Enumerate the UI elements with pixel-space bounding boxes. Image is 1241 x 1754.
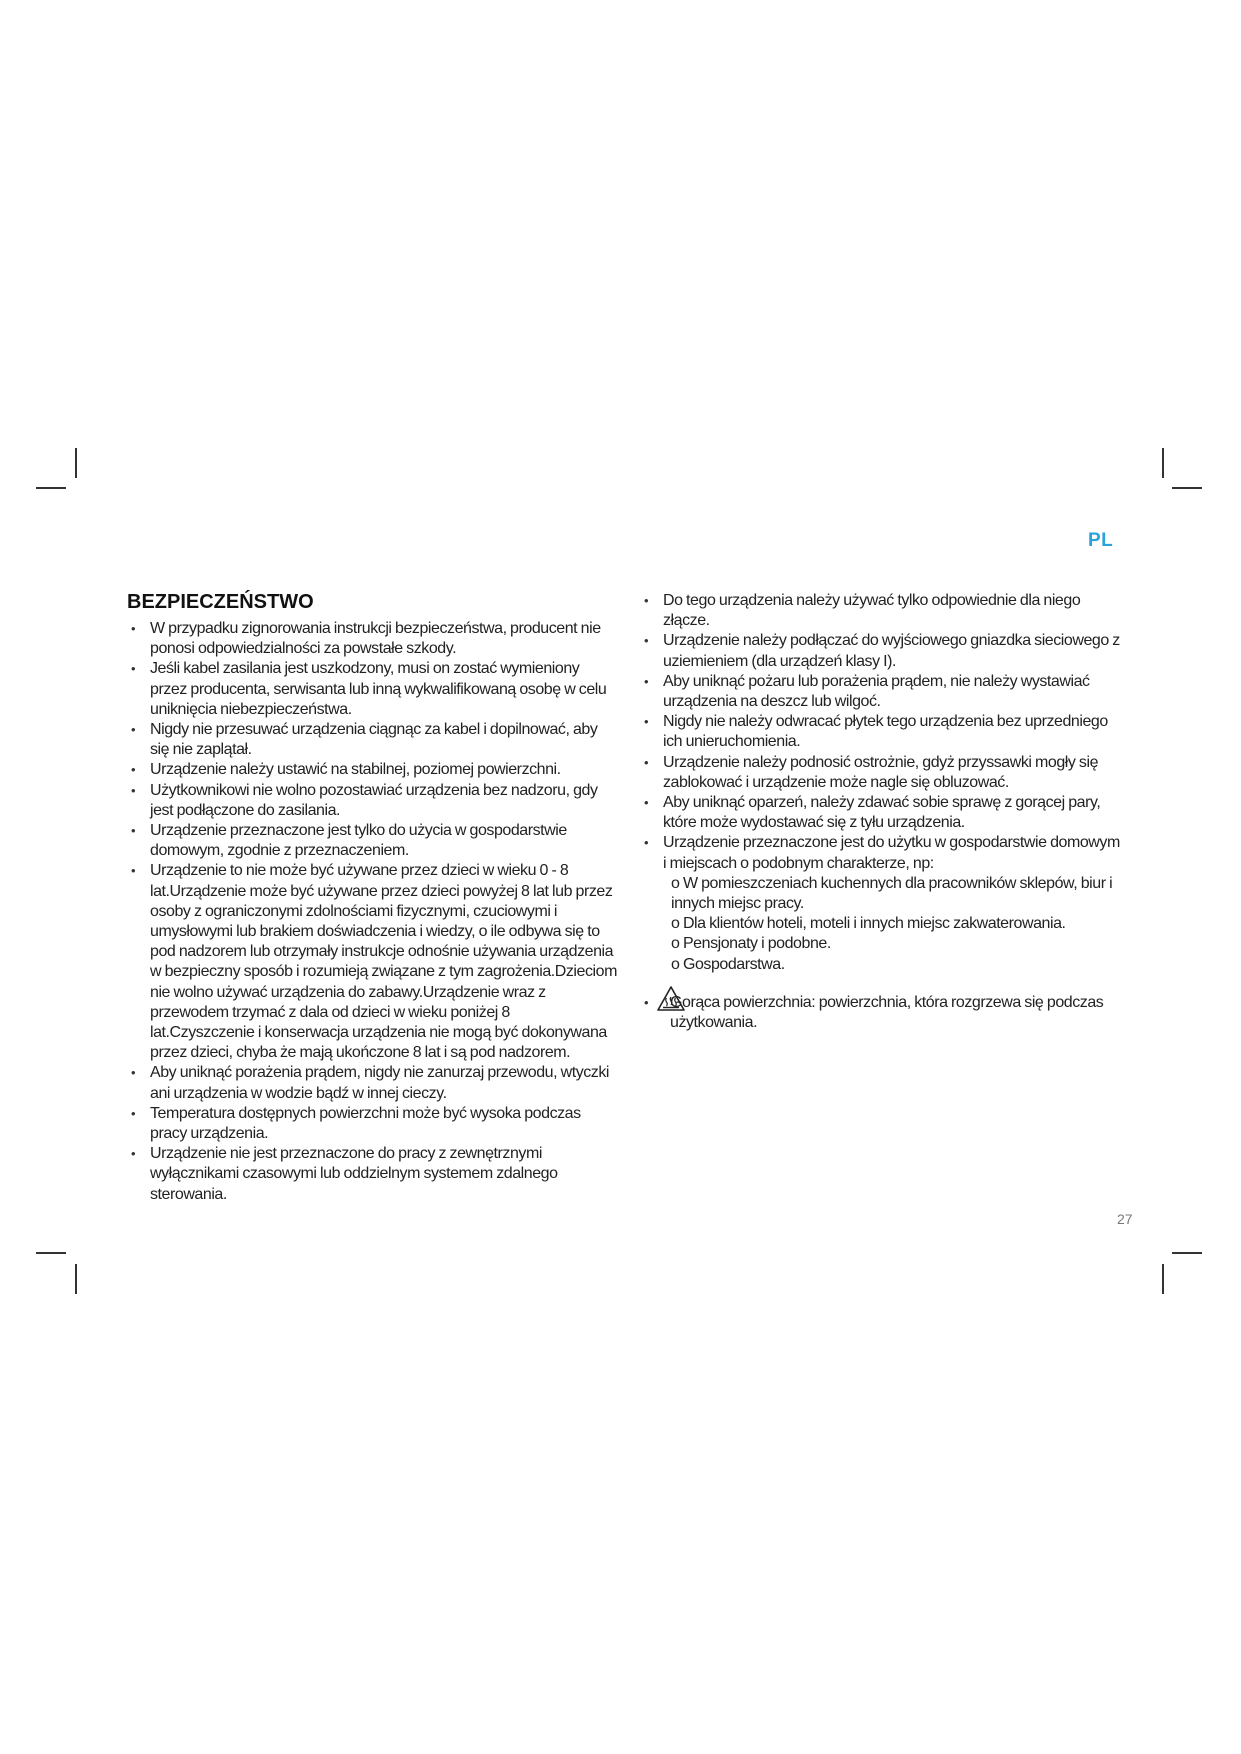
- page-number: 27: [1117, 1211, 1133, 1227]
- sub-item: o Pensjonaty i podobne.: [671, 935, 831, 953]
- list-item: • Nigdy nie należy odwracać płytek tego urządzenia bez uprzedniego ich unieruchomienia.: [640, 712, 1120, 752]
- sub-item: o Gospodarstwa.: [671, 955, 785, 973]
- list-item: • Temperatura dostępnych powierzchni może być wysoka podczas pracy urządzenia.: [127, 1104, 617, 1144]
- crop-mark: [1162, 448, 1164, 478]
- list-item: • W przypadku zignorowania instrukcji bezpieczeństwa, producent nie ponosi odpowiedzialności za powstałe szkody.: [127, 619, 617, 659]
- right-column-list: [640, 591, 1120, 1033]
- household-use-item: [640, 833, 1120, 974]
- list-item: • Nigdy nie przesuwać urządzenia ciągnąc za kabel i dopilnować, aby się nie zaplątał.: [127, 720, 617, 760]
- hot-surface-text: Gorąca powierzchnia: powierzchnia, która rozgrzewa się podczas użytkowania.: [670, 993, 1104, 1032]
- crop-mark: [75, 1264, 77, 1294]
- section-title: BEZPIECZEŃSTWO: [127, 591, 314, 613]
- language-label: PL: [1088, 530, 1114, 551]
- crop-mark: [1172, 487, 1202, 489]
- left-column-list: [127, 619, 617, 1205]
- crop-mark: [1172, 1252, 1202, 1254]
- crop-mark: [1162, 1264, 1164, 1294]
- household-use-sublist: [663, 874, 1120, 975]
- list-item: • Urządzenie nie jest przeznaczone do pracy z zewnętrznymi wyłącznikami czasowymi lub oddzielnym systemem zdalnego sterowania.: [127, 1144, 617, 1205]
- crop-mark: [75, 448, 77, 478]
- list-item: • Do tego urządzenia należy używać tylko odpowiednie dla niego złącze.: [640, 591, 1120, 631]
- crop-mark: [36, 487, 66, 489]
- list-item: • Urządzenie przeznaczone jest tylko do użycia w gospodarstwie domowym, zgodnie z przeznaczeniem.: [127, 821, 617, 861]
- list-item: • Aby uniknąć oparzeń, należy zdawać sobie sprawę z gorącej pary, które może wydostawać się z tyłu urządzenia.: [640, 793, 1120, 833]
- hot-surface-item: [640, 993, 1120, 1033]
- list-item: • Użytkownikowi nie wolno pozostawiać urządzenia bez nadzoru, gdy jest podłączone do zasilania.: [127, 781, 617, 821]
- list-item: • Jeśli kabel zasilania jest uszkodzony, musi on zostać wymieniony przez producenta, serwisanta lub inną wykwalifikowaną osobę w celu uniknięcia niebezpieczeństwa.: [127, 659, 617, 720]
- list-item: • Urządzenie to nie może być używane przez dzieci w wieku 0 - 8 lat.Urządzenie może być używane przez dzieci powyżej 8 lat lub przez osoby z ograniczonymi zdolnościami fizycznymi, czuciowymi i umysłowymi lub brakiem doświadczenia i wiedzy, o ile odbywa się to pod nadzorem lub otrzymały instrukcje odnośnie używania urządzenia w bezpieczny sposób i rozumieją związane z tym zagrożenia.Dzieciom nie wolno używać urządzenia do zabawy.Urządzenie wraz z przewodem trzymać z dala od dzieci w wieku poniżej 8 lat.Czyszczenie i konserwacja urządzenia nie mogą być dokonywana przez dzieci, chyba że mają ukończone 8 lat i są pod nadzorem.: [127, 861, 617, 1063]
- sub-item: o W pomieszczeniach kuchennych dla pracowników sklepów, biur i innych miejsc pracy.: [671, 874, 1113, 913]
- list-item: • Urządzenie należy podłączać do wyjściowego gniazdka sieciowego z uziemieniem (dla urządzeń klasy I).: [640, 631, 1120, 671]
- list-item: • Urządzenie należy ustawić na stabilnej, poziomej powierzchni.: [127, 760, 617, 780]
- household-use-intro: Urządzenie przeznaczone jest do użytku w gospodarstwie domowym i miejscach o podobnym charakterze, np:: [663, 834, 1120, 872]
- list-item: • Aby uniknąć porażenia prądem, nigdy nie zanurzaj przewodu, wtyczki ani urządzenia w wodzie bądź w innej cieczy.: [127, 1063, 617, 1103]
- hot-surface-warning-icon: [656, 985, 686, 1013]
- sub-item: o Dla klientów hoteli, moteli i innych miejsc zakwaterowania.: [671, 915, 1066, 933]
- crop-mark: [36, 1252, 66, 1254]
- list-item: • Aby uniknąć pożaru lub porażenia prądem, nie należy wystawiać urządzenia na deszcz lub wilgoć.: [640, 672, 1120, 712]
- list-item: • Urządzenie należy podnosić ostrożnie, gdyż przyssawki mogły się zablokować i urządzenie może nagle się obluzować.: [640, 753, 1120, 793]
